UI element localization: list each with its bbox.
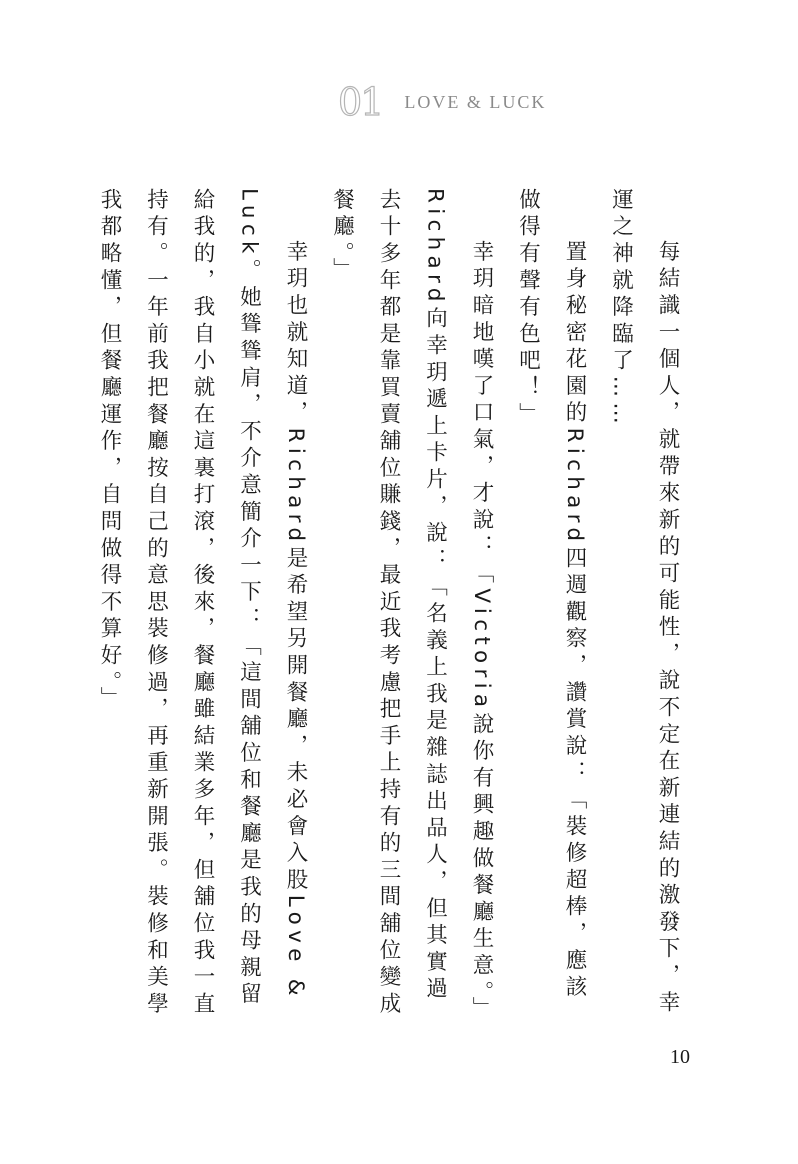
chapter-header <box>338 78 578 126</box>
paragraph-4: Richard向幸玥遞上卡片，說：「名義上我是雜誌出品人，但其實過去十多年都是靠買賣舖位賺錢，最近我考慮把手上持有的三間舖位變成餐廳。」 <box>329 188 448 1019</box>
page-number: 10 <box>670 1046 690 1068</box>
paragraph-5: 幸玥也就知道，Richard是希望另開餐廳，未必會入股Love & Luck。她聳聳肩，不介意簡介一下：「這間舖位和餐廳是我的母親留給我的，我自小就在這裏打滾，後來，餐廳雖結業多年，但舖位我一直持有。一年前我把餐廳按自己的意思裝修過，再重新開張。裝修和美學我都略懂，但餐廳運作，自問做得不算好。」 <box>97 188 308 1019</box>
paragraph-1: 每結識一個人，就帶來新的可能性，說不定在新連結的激發下，幸運之神就降臨了…… <box>608 188 680 1017</box>
paragraph-3: 幸玥暗地嘆了口氣，才說：「Victoria說你有興趣做餐廳生意。」 <box>469 239 494 1023</box>
chapter-title: LOVE & LUCK <box>404 91 547 112</box>
paragraph-2: 置身秘密花園的Richard四週觀察，讚賞說：「裝修超棒，應該做得有聲有色吧！」 <box>515 188 587 1002</box>
body-text <box>86 188 691 1023</box>
chapter-number: 01 <box>338 80 383 124</box>
